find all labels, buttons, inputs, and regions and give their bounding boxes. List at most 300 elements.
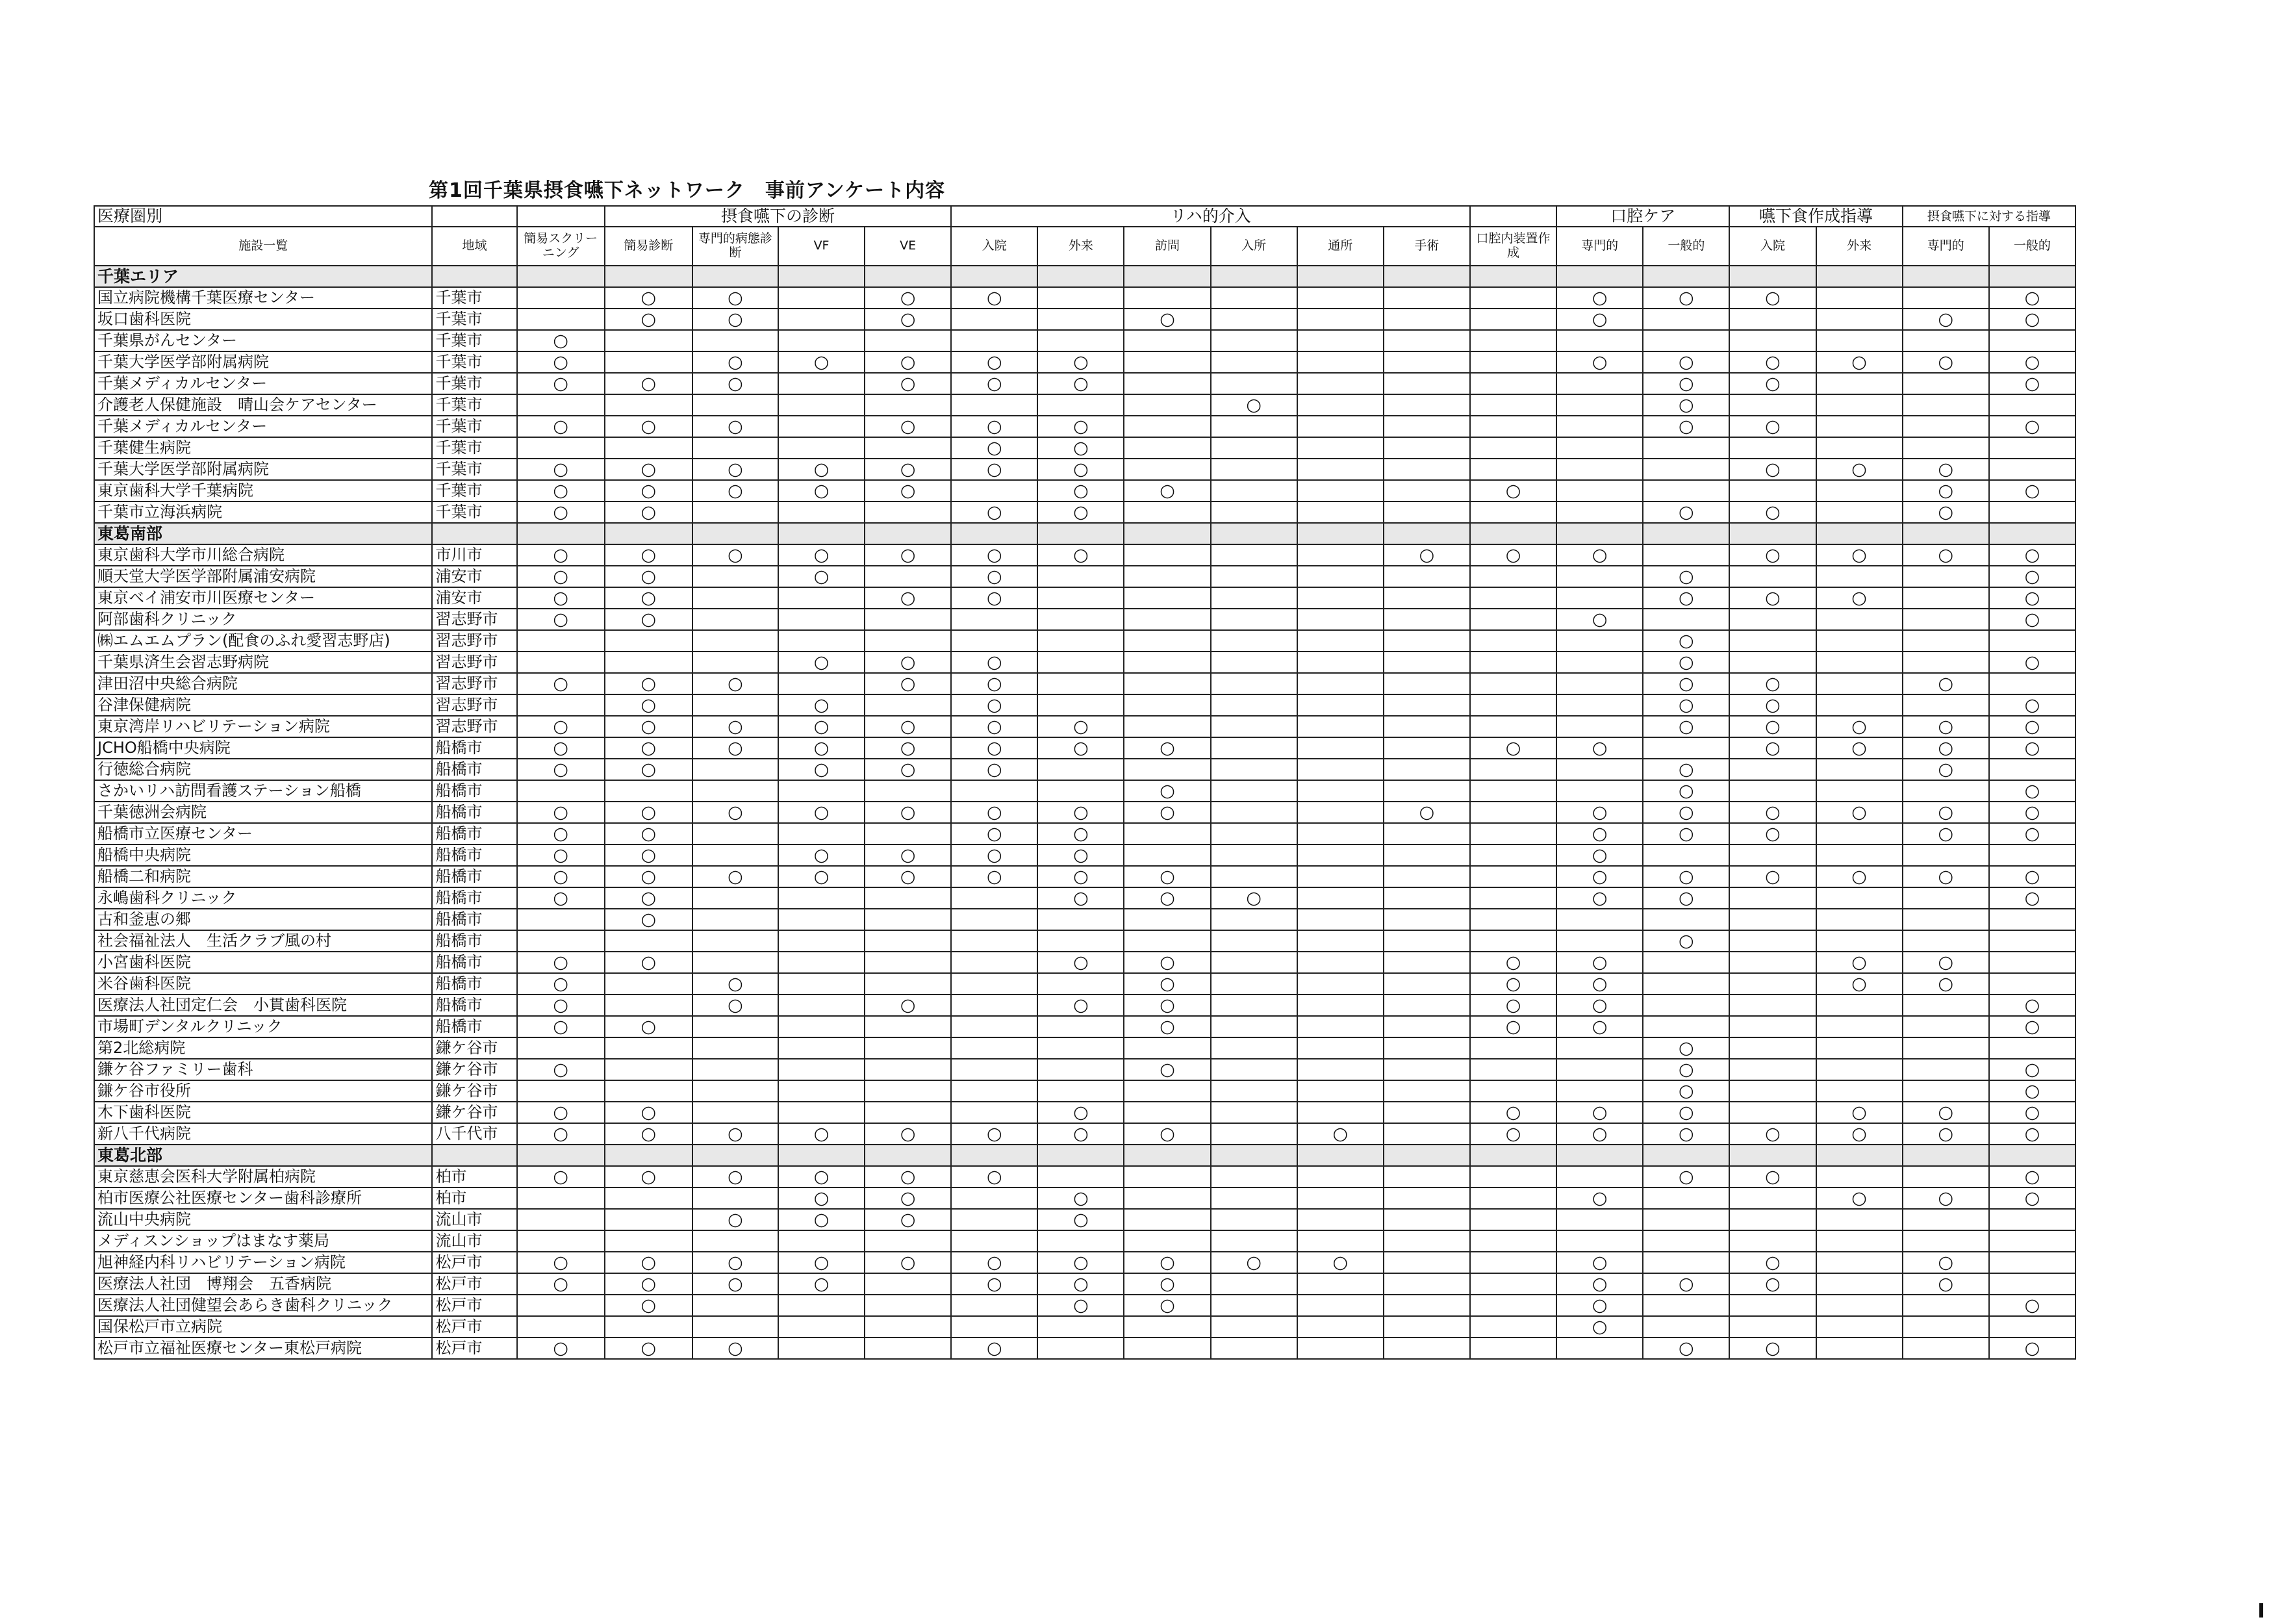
circle-mark-icon: ○: [1643, 866, 1729, 887]
circle-mark-icon: ○: [1556, 1102, 1643, 1123]
empty-cell: [1470, 330, 1556, 351]
empty-cell: [951, 523, 1037, 544]
facility-name: 東京湾岸リハビリテーション病院: [94, 716, 432, 737]
circle-mark-icon: ○: [1816, 1187, 1903, 1209]
empty-cell: [1989, 1037, 2075, 1059]
empty-cell: [692, 566, 778, 587]
empty-cell: [692, 609, 778, 630]
empty-cell: [692, 1316, 778, 1338]
circle-mark-icon: ○: [517, 330, 605, 351]
table-row: [94, 1016, 2075, 1037]
empty-cell: [1211, 759, 1297, 780]
empty-cell: [865, 501, 951, 523]
empty-cell: [865, 1102, 951, 1123]
empty-cell: [1729, 930, 1816, 952]
empty-cell: [1384, 844, 1470, 866]
empty-cell: [1643, 973, 1729, 995]
empty-cell: [778, 587, 865, 609]
empty-cell: [1384, 1316, 1470, 1338]
empty-cell: [1556, 780, 1643, 802]
circle-mark-icon: ○: [1643, 1273, 1729, 1295]
empty-cell: [865, 437, 951, 459]
empty-cell: [517, 1187, 605, 1209]
empty-cell: [778, 673, 865, 694]
facility-name: 千葉大学医学部附属病院: [94, 459, 432, 480]
empty-cell: [1297, 1145, 1384, 1166]
empty-cell: [1643, 1252, 1729, 1273]
empty-cell: [1643, 330, 1729, 351]
empty-cell: [1384, 351, 1470, 373]
circle-mark-icon: ○: [1556, 823, 1643, 844]
empty-cell: [1297, 330, 1384, 351]
empty-cell: [1384, 652, 1470, 673]
circle-mark-icon: ○: [517, 480, 605, 501]
empty-cell: [1297, 930, 1384, 952]
empty-cell: [1297, 1295, 1384, 1316]
empty-cell: [1729, 394, 1816, 416]
table-row: [94, 652, 2075, 673]
circle-mark-icon: ○: [1903, 480, 1989, 501]
circle-mark-icon: ○: [1729, 1166, 1816, 1187]
table-row: [94, 909, 2075, 930]
circle-mark-icon: ○: [1816, 587, 1903, 609]
circle-mark-icon: ○: [692, 309, 778, 330]
circle-mark-icon: ○: [1470, 480, 1556, 501]
circle-mark-icon: ○: [1989, 1016, 2075, 1037]
column-header: 専門的: [1903, 227, 1989, 266]
circle-mark-icon: ○: [1816, 1102, 1903, 1123]
circle-mark-icon: ○: [692, 544, 778, 566]
circle-mark-icon: ○: [778, 351, 865, 373]
circle-mark-icon: ○: [1643, 373, 1729, 394]
empty-cell: [1470, 394, 1556, 416]
circle-mark-icon: ○: [1643, 1037, 1729, 1059]
empty-cell: [1470, 716, 1556, 737]
empty-cell: [1729, 995, 1816, 1016]
empty-cell: [1643, 737, 1729, 759]
empty-cell: [1903, 630, 1989, 652]
circle-mark-icon: ○: [1989, 823, 2075, 844]
empty-cell: [778, 630, 865, 652]
circle-mark-icon: ○: [865, 802, 951, 823]
circle-mark-icon: ○: [1989, 1338, 2075, 1359]
table-row: [94, 437, 2075, 459]
empty-cell: [432, 523, 516, 544]
empty-cell: [1297, 1059, 1384, 1080]
document-title: 第1回千葉県摂食嚥下ネットワーク 事前アンケート内容: [429, 179, 946, 202]
circle-mark-icon: ○: [1643, 566, 1729, 587]
circle-mark-icon: ○: [605, 544, 692, 566]
empty-cell: [778, 1102, 865, 1123]
empty-cell: [692, 1187, 778, 1209]
empty-cell: [1211, 716, 1297, 737]
circle-mark-icon: ○: [951, 566, 1037, 587]
empty-cell: [1384, 1230, 1470, 1252]
facility-name: 船橋中央病院: [94, 844, 432, 866]
empty-cell: [951, 1037, 1037, 1059]
table-row: [94, 1338, 2075, 1359]
empty-cell: [778, 1230, 865, 1252]
empty-cell: [1037, 1037, 1124, 1059]
circle-mark-icon: ○: [1470, 1123, 1556, 1145]
empty-cell: [1816, 780, 1903, 802]
empty-cell: [1211, 780, 1297, 802]
empty-cell: [1816, 1295, 1903, 1316]
empty-cell: [1556, 652, 1643, 673]
empty-cell: [778, 780, 865, 802]
empty-cell: [1556, 523, 1643, 544]
empty-cell: [1903, 587, 1989, 609]
empty-cell: [1556, 909, 1643, 930]
circle-mark-icon: ○: [692, 866, 778, 887]
empty-cell: [1729, 1080, 1816, 1102]
circle-mark-icon: ○: [1556, 309, 1643, 330]
circle-mark-icon: ○: [517, 952, 605, 973]
table-row: [94, 630, 2075, 652]
facility-region: 浦安市: [432, 566, 516, 587]
empty-cell: [1384, 1273, 1470, 1295]
circle-mark-icon: ○: [1556, 1316, 1643, 1338]
empty-cell: [1816, 1316, 1903, 1338]
circle-mark-icon: ○: [778, 566, 865, 587]
facility-region: 千葉市: [432, 287, 516, 309]
empty-cell: [1037, 309, 1124, 330]
circle-mark-icon: ○: [1903, 1187, 1989, 1209]
circle-mark-icon: ○: [605, 287, 692, 309]
empty-cell: [1037, 652, 1124, 673]
empty-cell: [1211, 1316, 1297, 1338]
facility-name: 社会福祉法人 生活クラブ風の村: [94, 930, 432, 952]
empty-cell: [605, 995, 692, 1016]
empty-cell: [1816, 373, 1903, 394]
empty-cell: [1729, 759, 1816, 780]
empty-cell: [1211, 287, 1297, 309]
empty-cell: [1903, 930, 1989, 952]
circle-mark-icon: ○: [1643, 694, 1729, 716]
facility-name: ㈱エムエムプラン(配食のふれ愛習志野店): [94, 630, 432, 652]
circle-mark-icon: ○: [1643, 630, 1729, 652]
empty-cell: [1124, 673, 1210, 694]
empty-cell: [951, 609, 1037, 630]
empty-cell: [1816, 501, 1903, 523]
facility-region: 船橋市: [432, 1016, 516, 1037]
circle-mark-icon: ○: [1989, 694, 2075, 716]
empty-cell: [1384, 866, 1470, 887]
empty-cell: [517, 1037, 605, 1059]
circle-mark-icon: ○: [1643, 673, 1729, 694]
facility-name: 順天堂大学医学部附属浦安病院: [94, 566, 432, 587]
empty-cell: [1297, 266, 1384, 287]
circle-mark-icon: ○: [1989, 1187, 2075, 1209]
circle-mark-icon: ○: [778, 802, 865, 823]
empty-cell: [951, 909, 1037, 930]
empty-cell: [1297, 523, 1384, 544]
empty-cell: [1384, 909, 1470, 930]
empty-cell: [1384, 523, 1470, 544]
circle-mark-icon: ○: [1989, 373, 2075, 394]
table-row: [94, 673, 2075, 694]
table-row: [94, 973, 2075, 995]
empty-cell: [1297, 1316, 1384, 1338]
table-row: [94, 1102, 2075, 1123]
facility-region: 船橋市: [432, 866, 516, 887]
circle-mark-icon: ○: [951, 544, 1037, 566]
table-row: [94, 887, 2075, 909]
empty-cell: [1124, 1230, 1210, 1252]
empty-cell: [1903, 1016, 1989, 1037]
empty-cell: [1903, 266, 1989, 287]
header-blank: [517, 206, 605, 227]
circle-mark-icon: ○: [1903, 866, 1989, 887]
circle-mark-icon: ○: [1643, 1123, 1729, 1145]
empty-cell: [1470, 1252, 1556, 1273]
empty-cell: [1470, 1187, 1556, 1209]
circle-mark-icon: ○: [1124, 480, 1210, 501]
empty-cell: [692, 780, 778, 802]
circle-mark-icon: ○: [1211, 1252, 1297, 1273]
circle-mark-icon: ○: [951, 1273, 1037, 1295]
empty-cell: [1470, 566, 1556, 587]
circle-mark-icon: ○: [1643, 930, 1729, 952]
empty-cell: [865, 1316, 951, 1338]
circle-mark-icon: ○: [517, 759, 605, 780]
empty-cell: [1211, 1338, 1297, 1359]
circle-mark-icon: ○: [1729, 587, 1816, 609]
facility-region: 船橋市: [432, 759, 516, 780]
circle-mark-icon: ○: [1037, 437, 1124, 459]
circle-mark-icon: ○: [865, 1187, 951, 1209]
empty-cell: [1211, 437, 1297, 459]
empty-cell: [1297, 652, 1384, 673]
empty-cell: [1297, 1037, 1384, 1059]
circle-mark-icon: ○: [1989, 737, 2075, 759]
circle-mark-icon: ○: [1903, 737, 1989, 759]
table-row: [94, 952, 2075, 973]
empty-cell: [1124, 823, 1210, 844]
facility-name: 東京慈恵会医科大学附属柏病院: [94, 1166, 432, 1187]
empty-cell: [778, 1037, 865, 1059]
circle-mark-icon: ○: [692, 459, 778, 480]
empty-cell: [1643, 1187, 1729, 1209]
empty-cell: [865, 1080, 951, 1102]
facility-region: 船橋市: [432, 973, 516, 995]
empty-cell: [1816, 844, 1903, 866]
facility-name: 医療法人社団定仁会 小貫歯科医院: [94, 995, 432, 1016]
empty-cell: [865, 330, 951, 351]
circle-mark-icon: ○: [1729, 694, 1816, 716]
facility-name: 津田沼中央総合病院: [94, 673, 432, 694]
circle-mark-icon: ○: [1903, 1102, 1989, 1123]
empty-cell: [865, 1273, 951, 1295]
facility-name: 東京歯科大学市川総合病院: [94, 544, 432, 566]
circle-mark-icon: ○: [1124, 309, 1210, 330]
circle-mark-icon: ○: [865, 309, 951, 330]
facility-name: 永嶋歯科クリニック: [94, 887, 432, 909]
empty-cell: [1297, 973, 1384, 995]
circle-mark-icon: ○: [951, 652, 1037, 673]
empty-cell: [1643, 952, 1729, 973]
empty-cell: [1124, 1187, 1210, 1209]
facility-region: 習志野市: [432, 673, 516, 694]
circle-mark-icon: ○: [778, 544, 865, 566]
table-row: [94, 716, 2075, 737]
facility-name: 東京ベイ浦安市川医療センター: [94, 587, 432, 609]
facility-name: 千葉メディカルセンター: [94, 373, 432, 394]
empty-cell: [1816, 759, 1903, 780]
facility-name: メディスンショップはまなす薬局: [94, 1230, 432, 1252]
empty-cell: [517, 523, 605, 544]
circle-mark-icon: ○: [1989, 887, 2075, 909]
empty-cell: [1729, 652, 1816, 673]
circle-mark-icon: ○: [1989, 544, 2075, 566]
circle-mark-icon: ○: [1037, 1295, 1124, 1316]
empty-cell: [1643, 1316, 1729, 1338]
empty-cell: [1124, 844, 1210, 866]
empty-cell: [1729, 566, 1816, 587]
group-food: 嚥下食作成指導: [1729, 206, 1902, 227]
empty-cell: [1903, 1145, 1989, 1166]
empty-cell: [778, 266, 865, 287]
circle-mark-icon: ○: [951, 287, 1037, 309]
facility-region: 千葉市: [432, 459, 516, 480]
empty-cell: [1297, 630, 1384, 652]
empty-cell: [865, 952, 951, 973]
empty-cell: [1211, 373, 1297, 394]
empty-cell: [1297, 673, 1384, 694]
circle-mark-icon: ○: [1037, 802, 1124, 823]
empty-cell: [951, 887, 1037, 909]
empty-cell: [1297, 1102, 1384, 1123]
empty-cell: [1470, 1295, 1556, 1316]
empty-cell: [1470, 309, 1556, 330]
facility-name: 国立病院機構千葉医療センター: [94, 287, 432, 309]
circle-mark-icon: ○: [778, 1273, 865, 1295]
empty-cell: [778, 394, 865, 416]
table-row: [94, 1295, 2075, 1316]
column-header: VE: [865, 227, 951, 266]
empty-cell: [1729, 1209, 1816, 1230]
empty-cell: [692, 652, 778, 673]
circle-mark-icon: ○: [1903, 351, 1989, 373]
circle-mark-icon: ○: [1816, 737, 1903, 759]
empty-cell: [1211, 1037, 1297, 1059]
circle-mark-icon: ○: [1643, 716, 1729, 737]
empty-cell: [1124, 587, 1210, 609]
empty-cell: [1816, 1230, 1903, 1252]
circle-mark-icon: ○: [1643, 587, 1729, 609]
empty-cell: [865, 780, 951, 802]
empty-cell: [865, 823, 951, 844]
empty-cell: [1470, 266, 1556, 287]
empty-cell: [1384, 1252, 1470, 1273]
empty-cell: [517, 1230, 605, 1252]
empty-cell: [1989, 630, 2075, 652]
circle-mark-icon: ○: [517, 844, 605, 866]
empty-cell: [1211, 351, 1297, 373]
empty-cell: [517, 394, 605, 416]
circle-mark-icon: ○: [605, 802, 692, 823]
empty-cell: [1384, 973, 1470, 995]
empty-cell: [865, 1230, 951, 1252]
empty-cell: [951, 1187, 1037, 1209]
empty-cell: [1989, 973, 2075, 995]
empty-cell: [1211, 1187, 1297, 1209]
empty-cell: [778, 952, 865, 973]
empty-cell: [1037, 930, 1124, 952]
facility-name: 千葉大学医学部附属病院: [94, 351, 432, 373]
table-row: [94, 1080, 2075, 1102]
circle-mark-icon: ○: [1816, 544, 1903, 566]
empty-cell: [1211, 1230, 1297, 1252]
empty-cell: [605, 1230, 692, 1252]
empty-cell: [1297, 887, 1384, 909]
table-row: [94, 501, 2075, 523]
facility-name: 千葉市立海浜病院: [94, 501, 432, 523]
circle-mark-icon: ○: [1124, 780, 1210, 802]
circle-mark-icon: ○: [692, 416, 778, 437]
header-row-columns: [94, 227, 2075, 266]
circle-mark-icon: ○: [1903, 309, 1989, 330]
table-row: [94, 1123, 2075, 1145]
circle-mark-icon: ○: [517, 1252, 605, 1273]
facility-name: 阿部歯科クリニック: [94, 609, 432, 630]
empty-cell: [1211, 330, 1297, 351]
circle-mark-icon: ○: [1989, 716, 2075, 737]
group-oral-care: 口腔ケア: [1556, 206, 1729, 227]
circle-mark-icon: ○: [692, 1166, 778, 1187]
empty-cell: [1297, 544, 1384, 566]
empty-cell: [865, 394, 951, 416]
circle-mark-icon: ○: [865, 652, 951, 673]
empty-cell: [1903, 995, 1989, 1016]
circle-mark-icon: ○: [1729, 351, 1816, 373]
circle-mark-icon: ○: [517, 416, 605, 437]
facility-region: 習志野市: [432, 652, 516, 673]
circle-mark-icon: ○: [1989, 995, 2075, 1016]
circle-mark-icon: ○: [1556, 866, 1643, 887]
empty-cell: [1816, 287, 1903, 309]
empty-cell: [517, 630, 605, 652]
empty-cell: [1297, 309, 1384, 330]
empty-cell: [1384, 1338, 1470, 1359]
circle-mark-icon: ○: [865, 844, 951, 866]
table-row: [94, 373, 2075, 394]
empty-cell: [1384, 823, 1470, 844]
facility-region: 千葉市: [432, 351, 516, 373]
empty-cell: [1037, 287, 1124, 309]
empty-cell: [605, 1080, 692, 1102]
circle-mark-icon: ○: [605, 759, 692, 780]
empty-cell: [1470, 823, 1556, 844]
circle-mark-icon: ○: [1556, 1252, 1643, 1273]
circle-mark-icon: ○: [692, 802, 778, 823]
circle-mark-icon: ○: [778, 480, 865, 501]
circle-mark-icon: ○: [692, 1252, 778, 1273]
empty-cell: [1989, 844, 2075, 866]
circle-mark-icon: ○: [517, 973, 605, 995]
table-row: [94, 780, 2075, 802]
area-name: 東葛南部: [94, 523, 432, 544]
facility-name: 千葉健生病院: [94, 437, 432, 459]
facility-region: 船橋市: [432, 995, 516, 1016]
empty-cell: [1384, 1123, 1470, 1145]
circle-mark-icon: ○: [1989, 609, 2075, 630]
empty-cell: [1297, 823, 1384, 844]
empty-cell: [1124, 630, 1210, 652]
circle-mark-icon: ○: [1211, 394, 1297, 416]
circle-mark-icon: ○: [1037, 416, 1124, 437]
empty-cell: [1211, 1145, 1297, 1166]
